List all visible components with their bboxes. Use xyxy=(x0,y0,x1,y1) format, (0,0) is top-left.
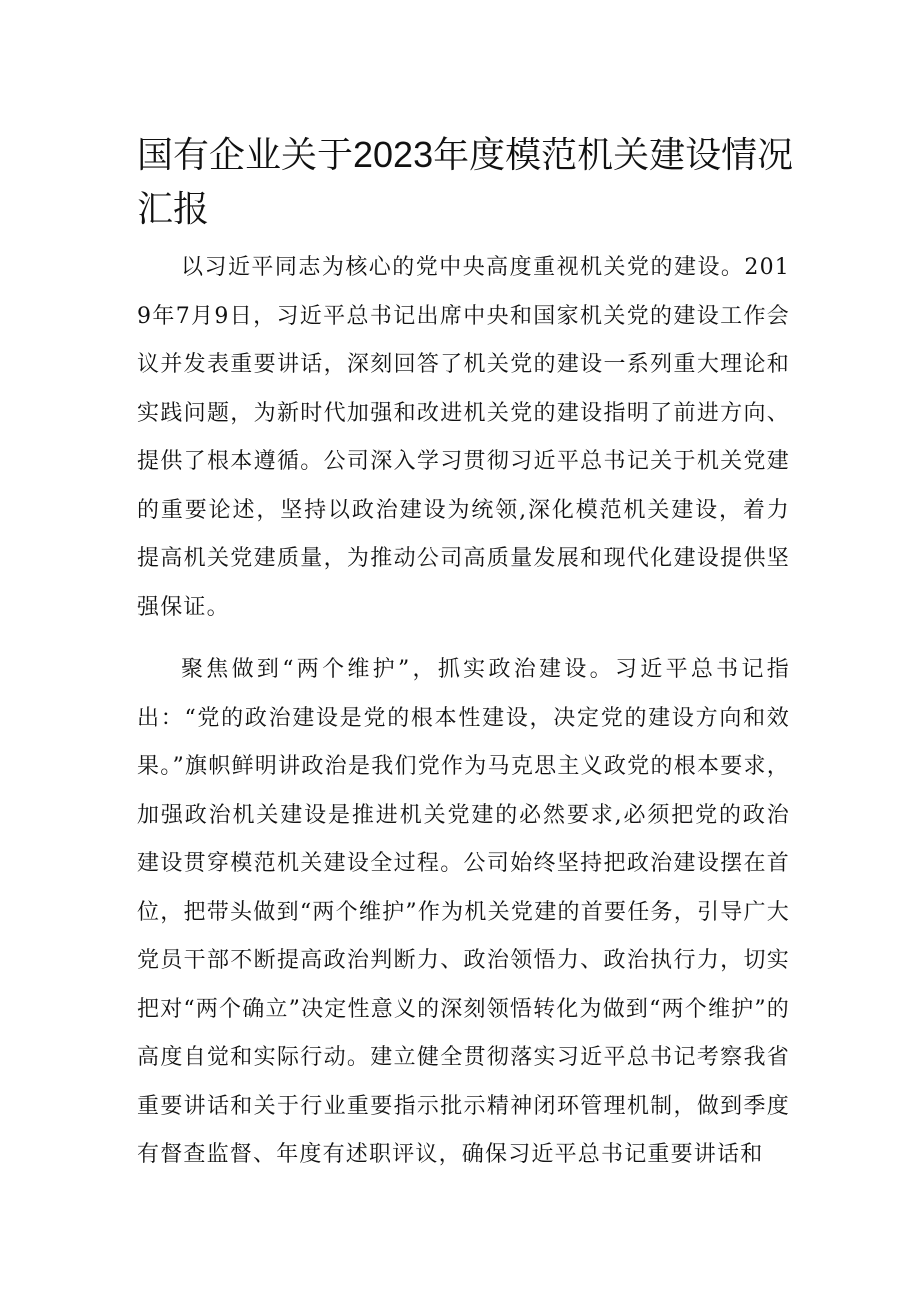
document-body xyxy=(137,244,790,1180)
paragraph-intro: 以习近平同志为核心的党中央高度重视机关党的建设。2019年7月9日，习近平总书记出席中央和国家机关党的建设工作会议并发表重要讲话，深刻回答了机关党的建设一系列重大理论和实践问题，为新时代加强和改进机关党的建设指明了前进方向、提供了根本遵循。公司深入学习贯彻习近平总书记关于机关党建的重要论述，坚持以政治建设为统领,深化模范机关建设，着力提高机关党建质量，为推动公司高质量发展和现代化建设提供坚强保证。 xyxy=(137,255,790,620)
paragraph-political-building: 聚焦做到“两个维护”，抓实政治建设。习近平总书记指出：“党的政治建设是党的根本性建设，决定党的建设方向和效果。”旗帜鲜明讲政治是我们党作为马克思主义政党的根本要求，加强政治机关建设是推进机关党建的必然要求,必须把党的政治建设贯穿模范机关建设全过程。公司始终坚持把政治建设摆在首位，把带头做到“两个维护”作为机关党建的首要任务，引导广大党员干部不断提高政治判断力、政治领悟力、政治执行力，切实把对“两个确立”决定性意义的深刻领悟转化为做到“两个维护”的高度自觉和实际行动。建立健全贯彻落实习近平总书记考察我省重要讲话和关于行业重要指示批示精神闭环管理机制，做到季度有督查监督、年度有述职评议，确保习近平总书记重要讲话和 xyxy=(137,657,790,1167)
document-title: 国有企业关于2023年度模范机关建设情况汇报 xyxy=(137,134,794,229)
